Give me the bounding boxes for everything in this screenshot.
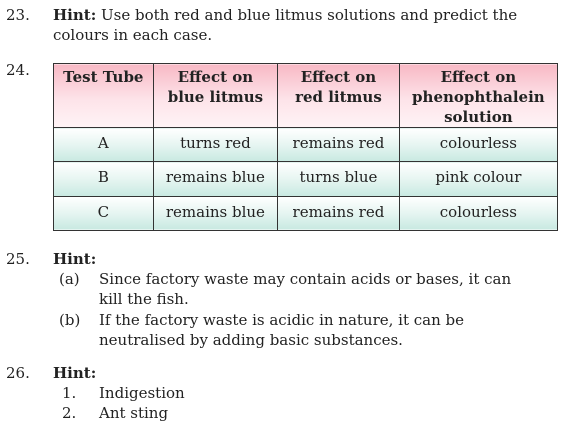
cell-phenolphthalein: pink colour: [399, 162, 557, 196]
q26-item-2-text: Ant sting: [99, 404, 169, 422]
q26-item-2-label: 2.: [62, 404, 77, 422]
q25-hint-label: Hint:: [53, 250, 97, 268]
cell-tube: A: [54, 128, 154, 162]
cell-blue-litmus: remains blue: [153, 162, 277, 196]
cell-phenolphthalein: colourless: [399, 196, 557, 230]
q26-item-1-text: Indigestion: [99, 384, 185, 402]
cell-blue-litmus: turns red: [153, 128, 277, 162]
header-red-litmus-text: Effect on red litmus: [295, 68, 382, 106]
header-red-litmus: [278, 64, 400, 128]
litmus-table: [53, 63, 558, 231]
q23-line-1: [53, 6, 517, 24]
cell-tube: B: [54, 162, 154, 196]
q25-b-label: (b): [59, 311, 81, 329]
header-blue-litmus-text: Effect on blue litmus: [167, 68, 264, 106]
q25-a-label: (a): [59, 270, 80, 288]
q23-hint-label: Hint:: [53, 6, 97, 24]
q25-a-text-2: kill the fish.: [99, 290, 189, 308]
q25-a-text-1: Since factory waste may contain acids or bases, it can: [99, 270, 512, 288]
q26-number: 26.: [6, 364, 30, 382]
table-row: [54, 196, 558, 230]
table-header-row: [54, 64, 558, 128]
cell-red-litmus: remains red: [278, 196, 400, 230]
cell-blue-litmus: remains blue: [153, 196, 277, 230]
q25-b-text-2: neutralised by adding basic substances.: [99, 331, 403, 349]
q25-b-text-1: If the factory waste is acidic in nature, it can be: [99, 311, 465, 329]
header-phenolphthalein-text: Effect on phenophthalein solution: [412, 68, 545, 126]
q23-number: 23.: [6, 6, 30, 24]
table-row: [54, 128, 558, 162]
cell-red-litmus: remains red: [278, 128, 400, 162]
q25-number: 25.: [6, 250, 30, 268]
header-blue-litmus: [153, 64, 277, 128]
q26-hint-label: Hint:: [53, 364, 97, 382]
q26-item-1-label: 1.: [62, 384, 77, 402]
q23-hint-text-1: Use both red and blue litmus solutions and predict the: [101, 6, 518, 24]
cell-red-litmus: turns blue: [278, 162, 400, 196]
q24-number: 24.: [6, 61, 30, 79]
header-phenolphthalein: [399, 64, 557, 128]
cell-phenolphthalein: colourless: [399, 128, 557, 162]
header-test-tube: Test Tube: [54, 64, 154, 128]
table-row: [54, 162, 558, 196]
cell-tube: C: [54, 196, 154, 230]
q23-hint-text-2: colours in each case.: [53, 26, 213, 44]
